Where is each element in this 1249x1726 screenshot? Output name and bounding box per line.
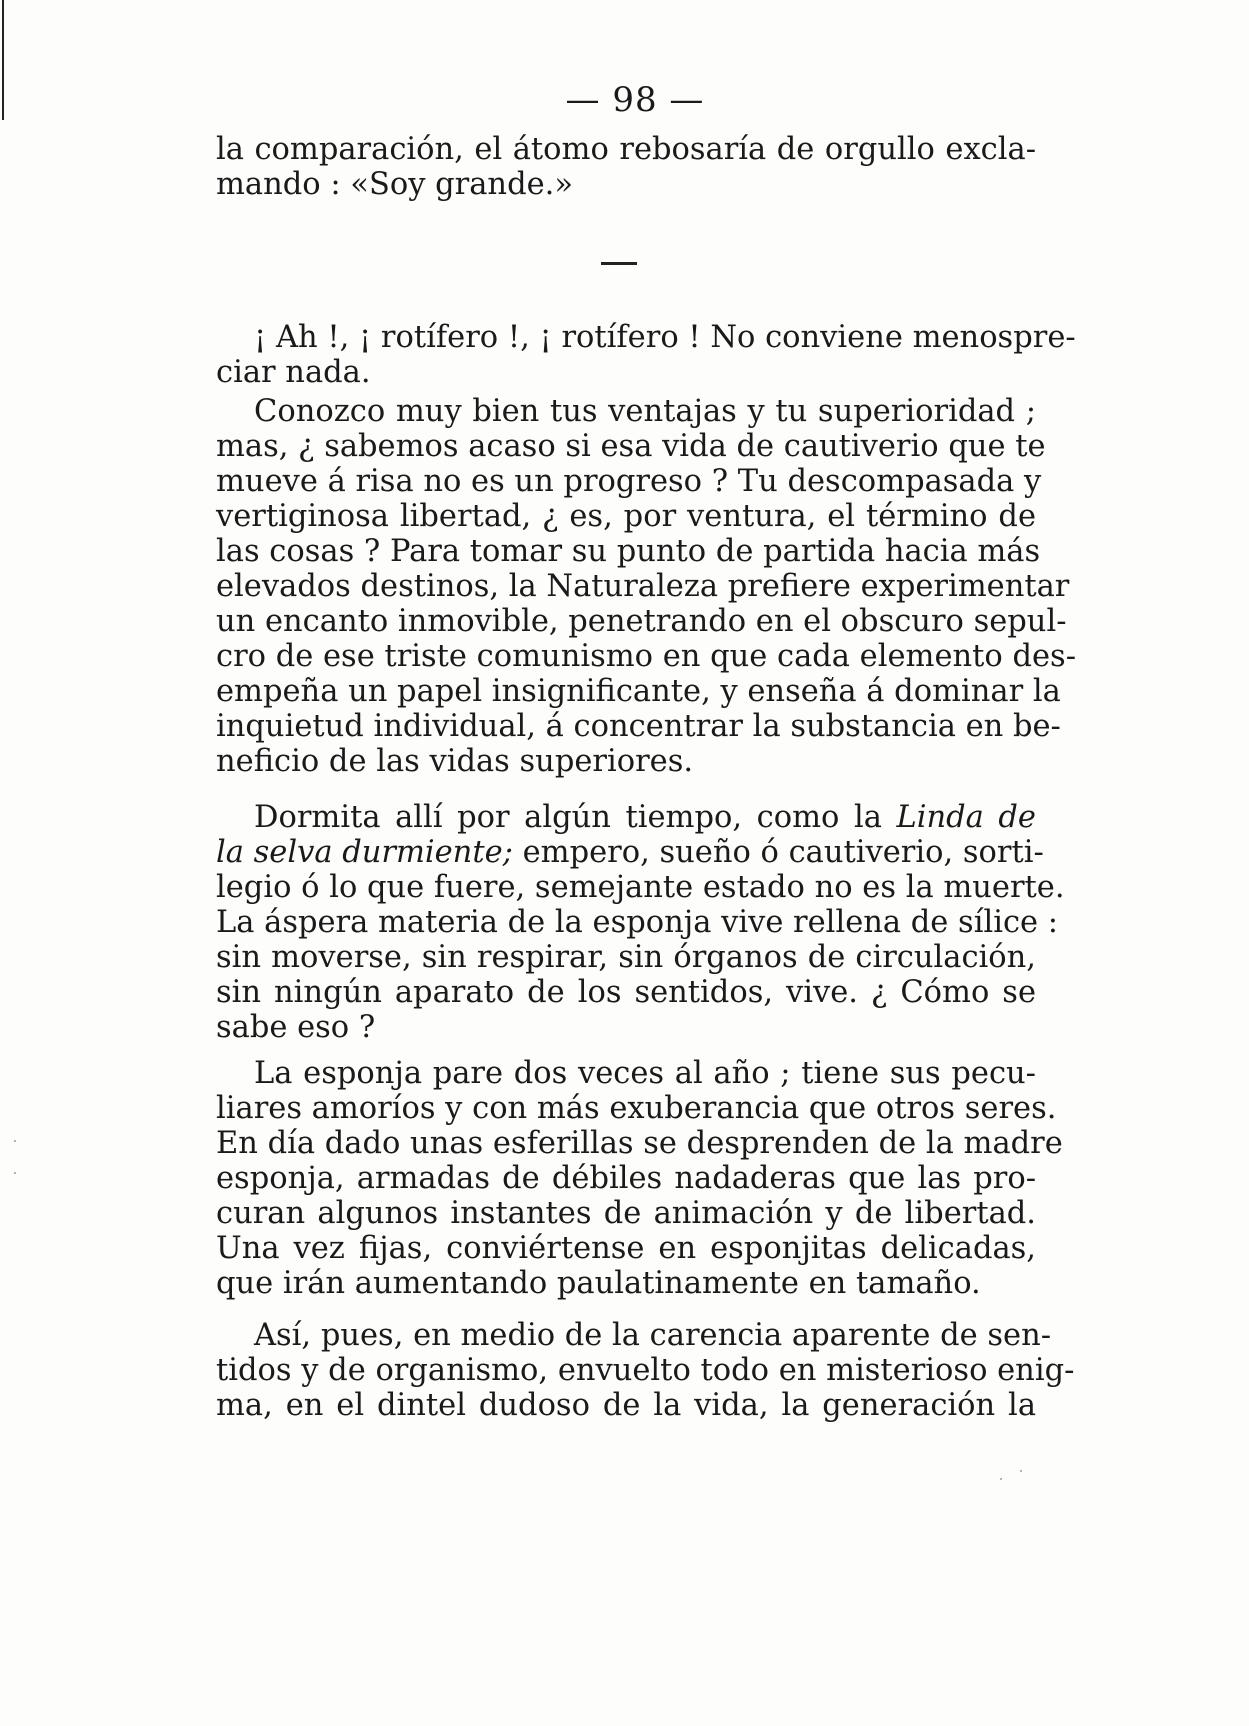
text-line: la comparación, el átomo rebosaría de orgullo excla-	[216, 132, 1036, 167]
text-line: sin ningún aparato de los sentidos, vive. ¿ Cómo se	[216, 975, 1036, 1010]
text-line-part: Dormita allí por algún tiempo, como la Linda de	[254, 800, 1036, 835]
text-line: mando : «Soy grande.»	[216, 167, 574, 202]
text-line: vertiginosa libertad, ¿ es, por ventura, el término de	[216, 499, 1036, 534]
binding-edge	[2, 0, 4, 120]
text-line: empeña un papel insignificante, y enseña á dominar la	[216, 674, 1061, 709]
scan-speck	[1020, 1470, 1022, 1472]
scan-speck	[1000, 1478, 1002, 1480]
top-text-block	[216, 132, 1036, 202]
text-line: que irán aumentando paulatinamente en tamaño.	[216, 1266, 981, 1301]
text-line: La esponja pare dos veces al año ; tiene sus pecu-	[254, 1056, 1036, 1091]
paragraph-4	[216, 1056, 1063, 1301]
text-line: ¡ Ah !, ¡ rotífero !, ¡ rotífero ! No conviene menospre-	[254, 320, 1076, 355]
text-line: Una vez fijas, conviértense en esponjitas delicadas,	[216, 1231, 1036, 1266]
text-line: elevados destinos, la Naturaleza prefiere experimentar	[216, 569, 1070, 604]
text-line: inquietud individual, á concentrar la substancia en be-	[216, 709, 1061, 744]
text-line: esponja, armadas de débiles nadaderas que las pro-	[216, 1161, 1036, 1196]
paragraph-1	[216, 320, 1076, 390]
text-line: La áspera materia de la esponja vive rellena de sílice :	[216, 905, 1059, 940]
text-line: la selva durmiente; empero, sueño ó cautiverio, sorti-	[216, 835, 1044, 870]
section-separator	[601, 262, 637, 265]
text-line: ciar nada.	[216, 355, 371, 390]
text-line: Así, pues, en medio de la carencia aparente de sen-	[254, 1318, 1052, 1353]
text-line: sin moverse, sin respirar, sin órganos de circulación,	[216, 940, 1036, 975]
text-line: sabe eso ?	[216, 1010, 376, 1045]
text-line: cro de ese triste comunismo en que cada elemento des-	[216, 639, 1077, 674]
text-line: las cosas ? Para tomar su punto de partida hacia más	[216, 534, 1041, 569]
text-line: ma, en el dintel dudoso de la vida, la generación la	[216, 1388, 1036, 1423]
scan-speck	[14, 1172, 16, 1174]
page-number: — 98 —	[565, 80, 705, 120]
text-line: mueve á risa no es un progreso ? Tu descompasada y	[216, 464, 1042, 499]
text-line: neficio de las vidas superiores.	[216, 744, 694, 779]
text-line: curan algunos instantes de animación y de libertad.	[216, 1196, 1036, 1231]
text-line: Conozco muy bien tus ventajas y tu superioridad ;	[254, 394, 1036, 429]
paragraph-3	[216, 800, 1065, 1045]
text-line: liares amoríos y con más exuberancia que otros seres.	[216, 1091, 1057, 1126]
text-line: mas, ¿ sabemos acaso si esa vida de cautiverio que te	[216, 429, 1046, 464]
paragraph-2	[216, 394, 1077, 779]
text-line	[216, 800, 1036, 835]
scan-speck	[14, 1140, 16, 1142]
paragraph-5	[216, 1318, 1075, 1423]
text-line: un encanto inmovible, penetrando en el obscuro sepul-	[216, 604, 1067, 639]
text-line: legio ó lo que fuere, semejante estado no es la muerte.	[216, 870, 1065, 905]
text-line: tidos y de organismo, envuelto todo en misterioso enig-	[216, 1353, 1075, 1388]
text-line: En día dado unas esferillas se desprenden de la madre	[216, 1126, 1063, 1161]
